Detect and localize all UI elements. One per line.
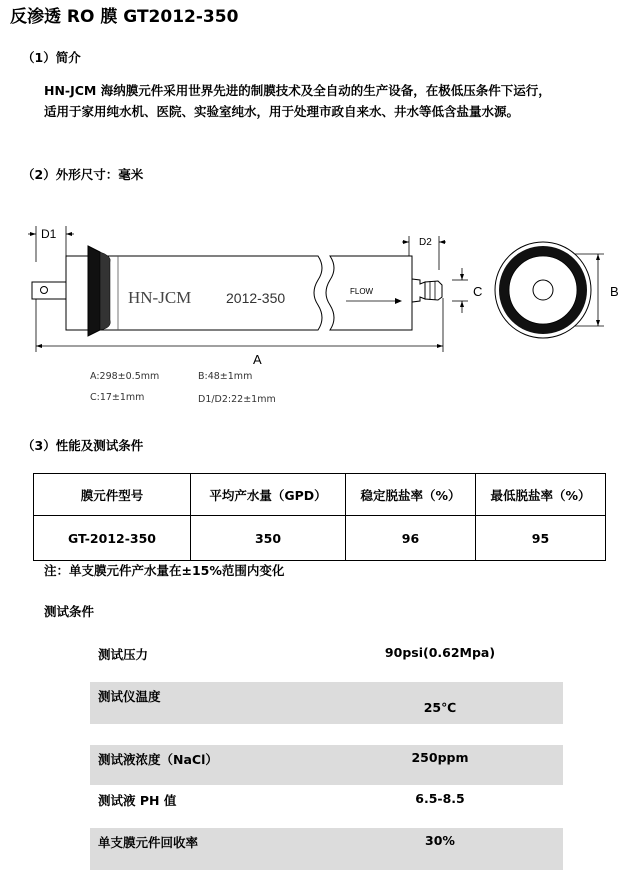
performance-table bbox=[33, 473, 606, 561]
dimension-label-d2: D2 bbox=[419, 237, 432, 248]
spec-b: B:48±1mm bbox=[198, 371, 253, 382]
table-header-cell: 最低脱盐率（%） bbox=[476, 474, 606, 516]
table-cell-gpd: 350 bbox=[191, 516, 346, 561]
membrane-model-text: 2012-350 bbox=[226, 290, 286, 306]
table-cell-min-rejection: 95 bbox=[476, 516, 606, 561]
test-label: 测试仪温度 bbox=[98, 689, 161, 704]
test-condition-row bbox=[90, 745, 563, 785]
intro-line-1: HN-JCM 海纳膜元件采用世界先进的制膜技术及全自动的生产设备，在极低压条件下运行， bbox=[44, 83, 551, 98]
test-label: 测试压力 bbox=[98, 647, 149, 662]
spec-d: D1/D2:22±1mm bbox=[198, 394, 276, 405]
test-condition-row bbox=[90, 682, 563, 724]
test-label: 测试液 PH 值 bbox=[98, 793, 177, 808]
dimension-label-c: C bbox=[473, 284, 483, 299]
test-condition-row bbox=[90, 636, 563, 674]
intro-line-2: 适用于家用纯水机、医院、实验室纯水，用于处理市政自来水、井水等低含盐量水源。 bbox=[44, 104, 520, 119]
table-note: 注：单支膜元件产水量在±15%范围内变化 bbox=[44, 563, 285, 578]
page-title: 反渗透 RO 膜 GT2012-350 bbox=[10, 7, 239, 27]
intro-paragraph bbox=[44, 80, 619, 122]
table-header-cell: 稳定脱盐率（%） bbox=[346, 474, 476, 516]
flow-label: FLOW bbox=[350, 287, 374, 296]
table-cell-model: GT-2012-350 bbox=[34, 516, 191, 561]
table-header-row bbox=[34, 474, 606, 516]
table-header-cell: 平均产水量（GPD） bbox=[191, 474, 346, 516]
table-header-cell: 膜元件型号 bbox=[34, 474, 191, 516]
test-value: 30% bbox=[425, 833, 455, 848]
test-value: 90psi(0.62Mpa) bbox=[384, 645, 496, 660]
section-intro-heading: （1）简介 bbox=[22, 50, 81, 65]
test-conditions-heading: 测试条件 bbox=[44, 604, 95, 619]
membrane-dimension-diagram bbox=[24, 220, 624, 367]
dimension-label-a: A bbox=[253, 352, 262, 367]
table-cell-stable-rejection: 96 bbox=[346, 516, 476, 561]
membrane-brand-text: HN-JCM bbox=[128, 288, 192, 307]
section-performance-heading: （3）性能及测试条件 bbox=[22, 438, 144, 453]
test-label: 测试液浓度（NaCl） bbox=[98, 752, 218, 767]
test-condition-row bbox=[90, 828, 563, 870]
spec-c: C:17±1mm bbox=[90, 392, 145, 403]
test-condition-row bbox=[90, 785, 563, 823]
test-value: 6.5-8.5 bbox=[415, 791, 465, 806]
test-label: 单支膜元件回收率 bbox=[98, 835, 199, 850]
test-value: 250ppm bbox=[411, 750, 469, 765]
section-dimensions-heading: （2）外形尺寸：毫米 bbox=[22, 167, 144, 182]
spec-a: A:298±0.5mm bbox=[90, 371, 160, 382]
table-row bbox=[34, 516, 606, 561]
test-value: 25℃ bbox=[423, 700, 457, 715]
dimension-label-d1: D1 bbox=[41, 227, 57, 241]
dimension-label-b: B bbox=[610, 284, 619, 299]
